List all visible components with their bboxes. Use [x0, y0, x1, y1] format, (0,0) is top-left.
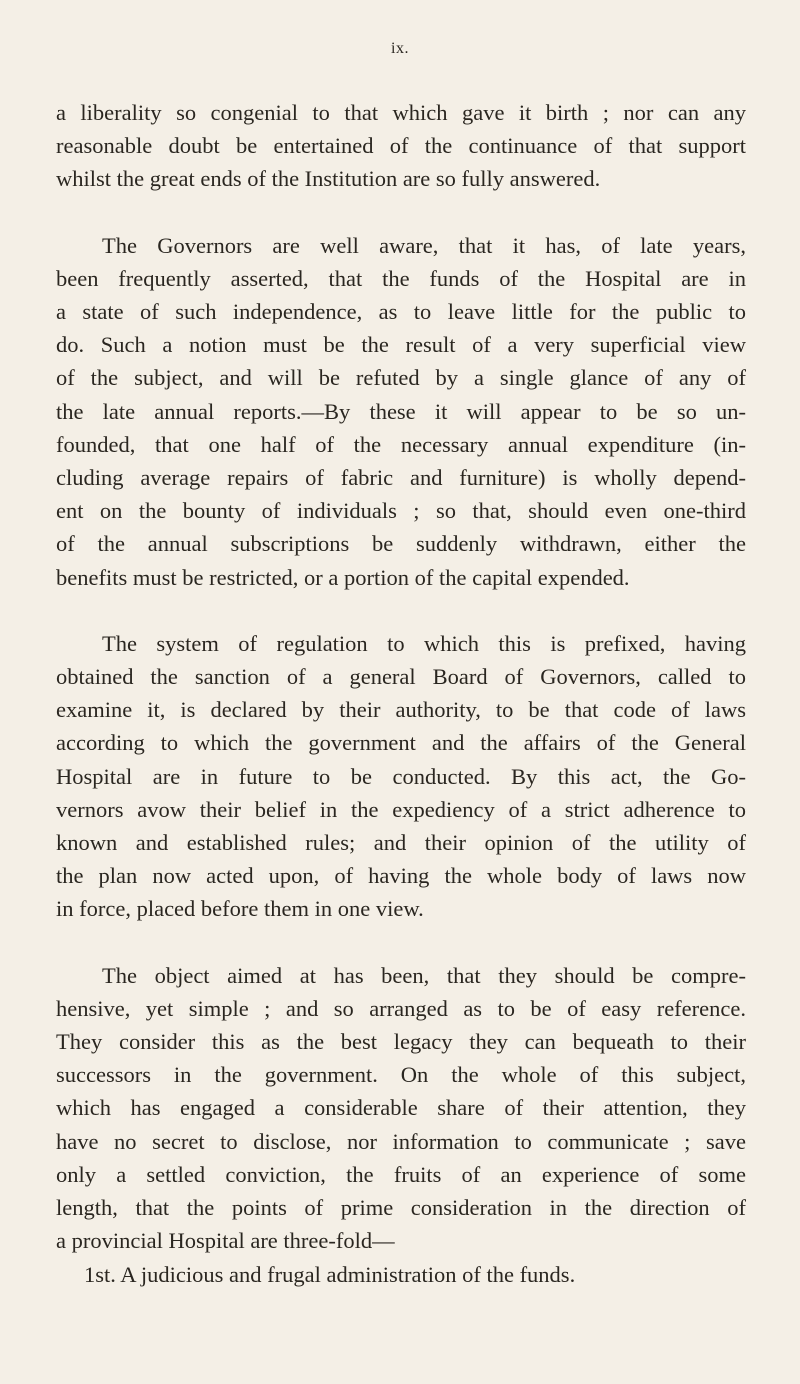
text-line: founded, that one half of the necessary annual expenditure (in-: [56, 431, 746, 457]
text-line: vernors avow their belief in the expediency of a strict adherence to: [56, 796, 746, 822]
body-text: [56, 96, 746, 1324]
text-line: have no secret to disclose, nor information to communicate ; save: [56, 1128, 746, 1154]
text-line: whilst the great ends of the Institution are so fully answered.: [56, 166, 601, 192]
text-line: The object aimed at has been, that they should be compre-: [102, 962, 746, 988]
text-line: the late annual reports.—By these it will appear to be so un-: [56, 398, 746, 424]
text-line: a state of such independence, as to leave little for the public to: [56, 299, 746, 325]
text-line: The Governors are well aware, that it has, of late years,: [102, 232, 746, 258]
page-number: ix.: [391, 40, 409, 57]
text-line: cluding average repairs of fabric and furniture) is wholly depend-: [56, 465, 746, 491]
text-line: of the annual subscriptions be suddenly withdrawn, either the: [56, 531, 746, 557]
text-line: Hospital are in future to be conducted. By this act, the Go-: [56, 763, 746, 789]
paragraph: [56, 229, 746, 594]
text-line: obtained the sanction of a general Board of Governors, called to: [56, 664, 746, 690]
text-line: The system of regulation to which this is prefixed, having: [102, 630, 746, 656]
text-line: length, that the points of prime consideration in the direction of: [56, 1195, 746, 1221]
paragraph: [56, 627, 746, 926]
text-line: a liberality so congenial to that which gave it birth ; nor can any: [56, 100, 746, 125]
paragraph: [56, 96, 746, 196]
text-line: reasonable doubt be entertained of the continuance of that support: [56, 133, 746, 159]
text-line: do. Such a notion must be the result of a very superficial view: [56, 332, 746, 358]
text-line: only a settled conviction, the fruits of an experience of some: [56, 1161, 746, 1187]
paragraph: [56, 959, 746, 1291]
text-line: in force, placed before them in one view.: [56, 896, 424, 922]
text-line: They consider this as the best legacy they can bequeath to their: [56, 1029, 746, 1055]
text-line: of the subject, and will be refuted by a single glance of any of: [56, 365, 746, 391]
text-line: known and established rules; and their opinion of the utility of: [56, 830, 746, 856]
text-line: which has engaged a considerable share of their attention, they: [56, 1095, 746, 1121]
text-line: 1st. A judicious and frugal administration of the funds.: [84, 1261, 576, 1287]
text-line: ent on the bounty of individuals ; so that, should even one-third: [56, 498, 746, 524]
text-line: examine it, is declared by their authority, to be that code of laws: [56, 697, 746, 723]
text-line: a provincial Hospital are three-fold—: [56, 1228, 395, 1254]
text-line: been frequently asserted, that the funds of the Hospital are in: [56, 265, 746, 291]
text-line: according to which the government and the affairs of the General: [56, 730, 746, 756]
text-line: the plan now acted upon, of having the whole body of laws now: [56, 863, 746, 889]
text-line: successors in the government. On the whole of this subject,: [56, 1062, 746, 1088]
text-line: hensive, yet simple ; and so arranged as to be of easy reference.: [56, 995, 746, 1021]
text-line: benefits must be restricted, or a portion of the capital expended.: [56, 564, 630, 590]
